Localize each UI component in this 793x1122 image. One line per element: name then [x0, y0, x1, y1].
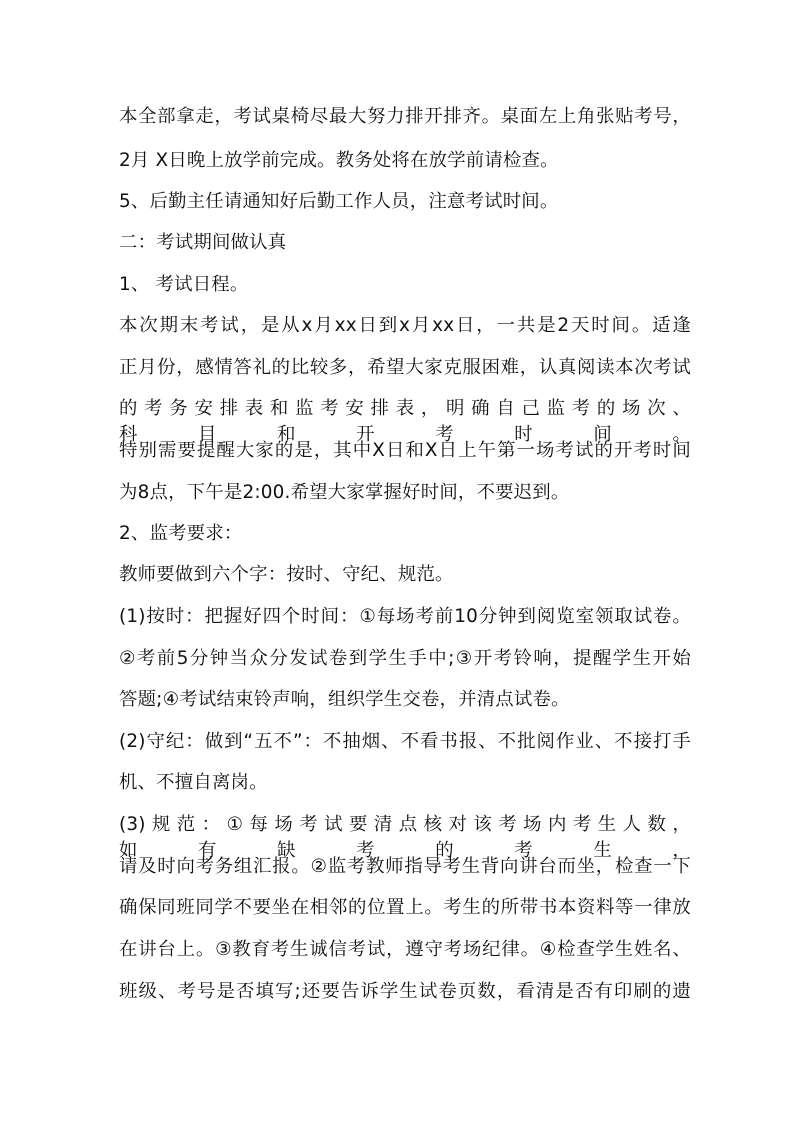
text-line: 请及时向考务组汇报。②监考教师指导考生背向讲台而坐，检查一下: [119, 856, 691, 877]
text-line: 正月份，感情答礼的比较多，希望大家克服困难，认真阅读本次考试: [119, 357, 691, 378]
text-line: 特别需要提醒大家的是，其中X日和X日上午第一场考试的开考时间: [119, 440, 691, 461]
text-line: 在讲台上。③教育考生诚信考试，遵守考场纪律。④检查学生姓名、: [119, 939, 691, 960]
text-line: (1)按时：把握好四个时间：①每场考前10分钟到阅览室领取试卷。: [119, 606, 691, 627]
text-line: 本全部拿走，考试桌椅尽最大努力排开排齐。桌面左上角张贴考号，: [119, 106, 691, 127]
text-line: 为8点，下午是2:00.希望大家掌握好时间，不要迟到。: [119, 482, 570, 503]
text-line: 教师要做到六个字：按时、守纪、规范。: [119, 564, 454, 585]
text-line: (2)守纪：做到“五不”：不抽烟、不看书报、不批阅作业、不接打手: [119, 731, 691, 752]
subsection-heading: 1、 考试日程。: [119, 274, 249, 295]
text-line: 的考务安排表和监考安排表，明确自己监考的场次、科目和开考时间。: [119, 398, 691, 445]
text-line: 机、不擅自离岗。: [119, 772, 268, 793]
text-line: 5、后勤主任请通知好后勤工作人员，注意考试时间。: [119, 191, 559, 212]
text-line: (3)规范：①每场考试要清点核对该考场内考生人数，如有缺考的考生，: [119, 814, 691, 861]
text-line: 班级、考号是否填写;还要告诉学生试卷页数，看清是否有印刷的遗: [119, 981, 691, 1002]
text-line: 2月 X日晚上放学前完成。教务处将在放学前请检查。: [119, 150, 559, 171]
text-line: ②考前5分钟当众分发试卷到学生手中;③开考铃响，提醒学生开始: [119, 648, 691, 669]
text-line: 确保同班同学不要坐在相邻的位置上。考生的所带书本资料等一律放: [119, 897, 691, 918]
section-heading: 二：考试期间做认真: [119, 232, 287, 253]
subsection-heading: 2、监考要求：: [119, 523, 243, 544]
text-line: 答题;④考试结束铃声响，组织学生交卷，并清点试卷。: [119, 689, 570, 710]
text-line: 本次期末考试，是从x月xx日到x月xx日，一共是2天时间。适逢: [119, 315, 691, 336]
